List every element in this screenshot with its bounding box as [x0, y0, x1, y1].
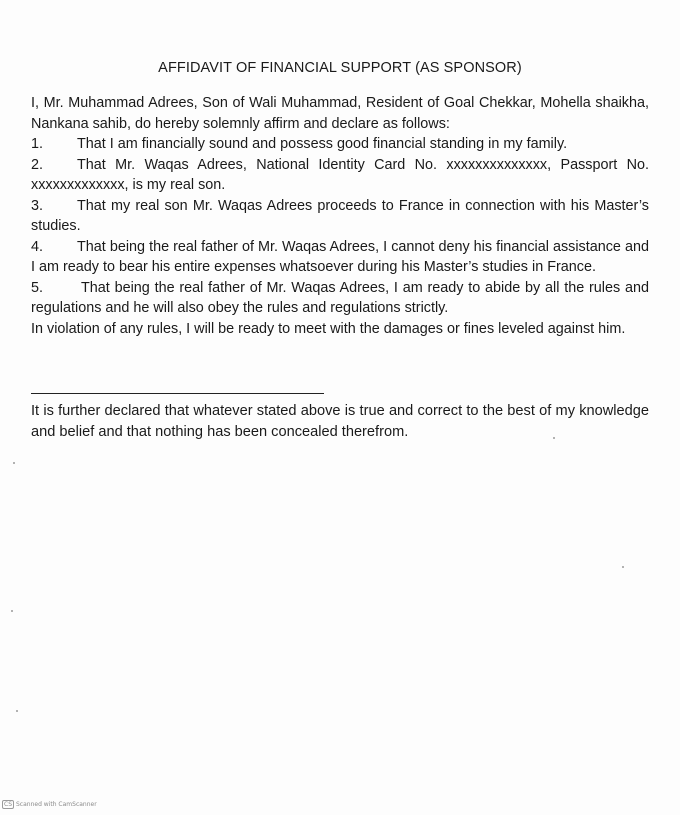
violation-paragraph: In violation of any rules, I will be ready to meet with the damages or fines leveled against him. — [31, 320, 626, 337]
clause-number: 3. — [31, 197, 44, 214]
affidavit-body — [31, 93, 649, 339]
document-title: AFFIDAVIT OF FINANCIAL SUPPORT (AS SPONSOR) — [158, 60, 522, 76]
clause-number: 4. — [31, 238, 44, 255]
clause-item — [31, 134, 649, 155]
scan-speck — [13, 462, 15, 464]
scanner-watermark — [2, 800, 97, 809]
declaration-paragraph: It is further declared that whatever stated above is true and correct to the best of my knowledge and belief and that nothing has been concealed therefrom. — [31, 403, 649, 440]
clause-text: That Mr. Waqas Adrees, National Identity Card No. xxxxxxxxxxxxxx, Passport No. xxxxxxxxxxxxx, is my real son. — [31, 156, 649, 193]
scan-speck — [16, 710, 18, 712]
clause-number: 1. — [31, 136, 44, 152]
clause-text: That my real son Mr. Waqas Adrees proceeds to France in connection with his Master’s studies. — [31, 197, 649, 234]
cs-logo-icon: CS — [4, 801, 12, 808]
scan-speck — [553, 437, 555, 439]
scanner-label: Scanned with CamScanner — [16, 801, 97, 808]
clause-text: That being the real father of Mr. Waqas Adrees, I cannot deny his financial assistance and I am ready to bear his entire expenses whatsoever during his Master’s studies in France. — [31, 238, 649, 275]
clause-number: 5. — [31, 279, 44, 296]
clause-item — [31, 155, 649, 196]
clause-text: That I am financially sound and possess good financial standing in my family. — [77, 136, 568, 152]
clause-number: 2. — [31, 156, 44, 173]
clause-item — [31, 196, 649, 237]
clause-item — [31, 278, 649, 319]
scan-speck — [11, 610, 13, 612]
clause-item — [31, 237, 649, 278]
scan-speck — [622, 566, 624, 568]
signature-line — [31, 393, 324, 394]
intro-paragraph: I, Mr. Muhammad Adrees, Son of Wali Muhammad, Resident of Goal Chekkar, Mohella shaikha, Nankana sahib, do hereby solemnly affirm and declare as follows: — [31, 95, 649, 132]
clause-text: That being the real father of Mr. Waqas Adrees, I am ready to abide by all the rules and regulations and he will also obey the rules and regulations strictly. — [31, 279, 649, 316]
